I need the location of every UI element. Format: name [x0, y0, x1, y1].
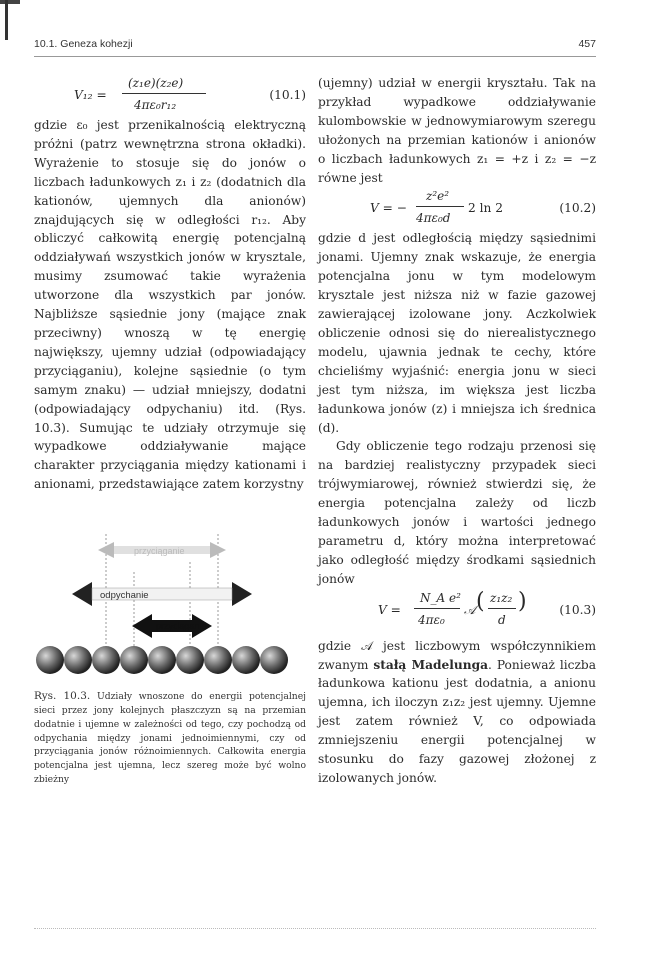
equation-10-1: [34, 74, 306, 116]
caption-text: Udziały wnoszone do energii potencjalnej sieci przez jony kolejnych płaszczyzn są na przemian dodatnie i ujemne w zależności od tego, czy pochodzą od odpychania między jonami jednoimiennymi, czy od przyciągania jonów różnoimiennych. Całkowita energia potencjalna jest ujemna, lecz szereg może być wolno zbieżny: [34, 691, 307, 785]
eq3-madelung-symbol: 𝒜: [464, 602, 476, 617]
eq2-rhs: 2 ln 2: [468, 201, 504, 216]
ion: [64, 646, 92, 674]
caption-label: Rys. 10.3.: [34, 690, 91, 703]
section-title: 10.1. Geneza kohezji: [34, 38, 133, 50]
eq3-right-paren: ): [518, 588, 527, 614]
para4-start: gdzie 𝒜 jest liczbowym współczynnikiem zwanym: [318, 638, 596, 672]
repulsion-arrow-right: [232, 582, 252, 606]
eq3-fraction-bar: [414, 608, 460, 609]
page-edge: [0, 0, 18, 971]
figure-illustration: [34, 522, 306, 682]
eq3-inner-numerator: z₁z₂: [490, 590, 513, 605]
ion: [260, 646, 288, 674]
label-attraction: przyciąganie: [156, 621, 207, 632]
madelung-constant-term: stałą Madelunga: [373, 657, 489, 672]
ion: [232, 646, 260, 674]
eq3-lhs: V =: [378, 602, 401, 617]
right-paragraph-2: gdzie d jest odległością między sąsiednimi jonami. Ujemny znak wskazuje, że energia potencjalna jonu w tym modelowym krysztale jest niższa niż w fazie gazowej zawierającej izolowane jony. Aczkolwiek obliczenie odnosi się do nierealistycznego modelu, ujawnia jednak te cechy, które chcieliśmy wyjaśnić: energia jonu w sieci jest tym niższa, im większa jest liczba ładunkowa jonów (z) i mniejsza ich średnica (d).: [318, 231, 596, 435]
ion: [204, 646, 232, 674]
page-number: 457: [578, 38, 596, 50]
label-attraction-faint: przyciąganie: [134, 546, 185, 557]
eq3-denominator: 4πε₀: [418, 612, 445, 627]
scan-corner-mark: [0, 0, 20, 4]
ion: [92, 646, 120, 674]
eq1-number: (10.1): [269, 88, 306, 102]
equation-10-3: [318, 589, 596, 637]
right-column: [318, 74, 596, 788]
ion: [36, 646, 64, 674]
eq2-numerator: z²e²: [426, 189, 450, 204]
eq3-inner-fraction-bar: [488, 608, 516, 609]
header-rule: [34, 56, 596, 57]
figure-caption: [34, 690, 306, 787]
right-paragraph-3: Gdy obliczenie tego rodzaju przenosi się na bardziej realistyczny przypadek sieci trójwymiarowej, również stwierdzi się, że energia potencjalna zależy od liczb ładunkowych jonów i wartości jednego parametru d, który można interpretować jako odległość między środkami sąsiednich jonów: [318, 439, 596, 586]
eq1-lhs: V₁₂ =: [74, 88, 107, 102]
left-paragraph-1: gdzie ε₀ jest przenikalnością elektryczną próżni (patrz wewnętrzna strona okładki). Wyrażenie to stosuje się do jonów o liczbach ładunkowych z₁ i z₂ (dodatnich dla kationów, ujemnych dla anionów) znajdujących się w odległości r₁₂. Aby obliczyć całkowitą energię potencjalną oddziaływań wszystkich jonów w krysztale, musimy zsumować takie wyrażenia utworzone dla wszystkich par jonów. Najbliższe sąsiednie jony (mające znak przeciwny) wnoszą w tę energię największy, ujemny udział (odpowiadający przyciąganiu), kolejne sąsiednie (o tym samym znaku) — udział mniejszy, dodatni (odpowiadający odpychaniu) itd. (Rys. 10.3). Sumując te udziały otrzymuje się wypadkowe oddziaływanie mające charakter przyciągania między kationami i anionami, przedstawiające zatem korzystny: [34, 118, 306, 492]
eq1-numerator: (z₁e)(z₂e): [128, 76, 184, 90]
eq3-left-paren: (: [476, 588, 485, 614]
footer-rule: [34, 928, 596, 929]
label-repulsion: odpychanie: [100, 590, 149, 602]
left-column: [34, 74, 306, 787]
eq3-number: (10.3): [559, 602, 596, 617]
ion: [148, 646, 176, 674]
eq2-number: (10.2): [559, 201, 596, 216]
right-paragraph-1: (ujemny) udział w energii kryształu. Tak na przykład wypadkowe oddziaływanie kulombowskie w jednowymiarowym szeregu ułożonych na przemian kationów i anionów o liczbach ładunkowych z₁ = +z i z₂ = −z równe jest: [318, 76, 596, 185]
ion: [120, 646, 148, 674]
scan-edge-mark: [5, 0, 8, 40]
eq1-fraction-bar: [122, 93, 206, 94]
eq3-numerator: N_A e²: [420, 590, 461, 605]
equation-10-2: [318, 187, 596, 229]
para4-rest: . Ponieważ liczba ładunkowa kationu jest dodatnia, a anionu ujemna, ich iloczyn z₁z₂ jest ujemny. Ujemne jest zatem również V, co odpowiada zmniejszeniu energii potencjalnej w stosunku do fazy gazowej złożonej z izolowanych jonów.: [318, 657, 596, 785]
right-paragraph-4: [318, 637, 596, 788]
eq2-fraction-bar: [416, 206, 464, 207]
ion-row: [36, 646, 288, 674]
repulsion-arrow-left: [72, 582, 92, 606]
ion: [176, 646, 204, 674]
attraction-arrow-left: [132, 614, 152, 638]
eq2-lhs: V = −: [370, 201, 407, 216]
running-header: [34, 38, 596, 52]
figure-10-3: [34, 522, 306, 682]
eq2-denominator: 4πε₀d: [416, 211, 451, 226]
eq1-denominator: 4πε₀r₁₂: [134, 98, 177, 112]
eq3-inner-denominator: d: [498, 612, 506, 627]
